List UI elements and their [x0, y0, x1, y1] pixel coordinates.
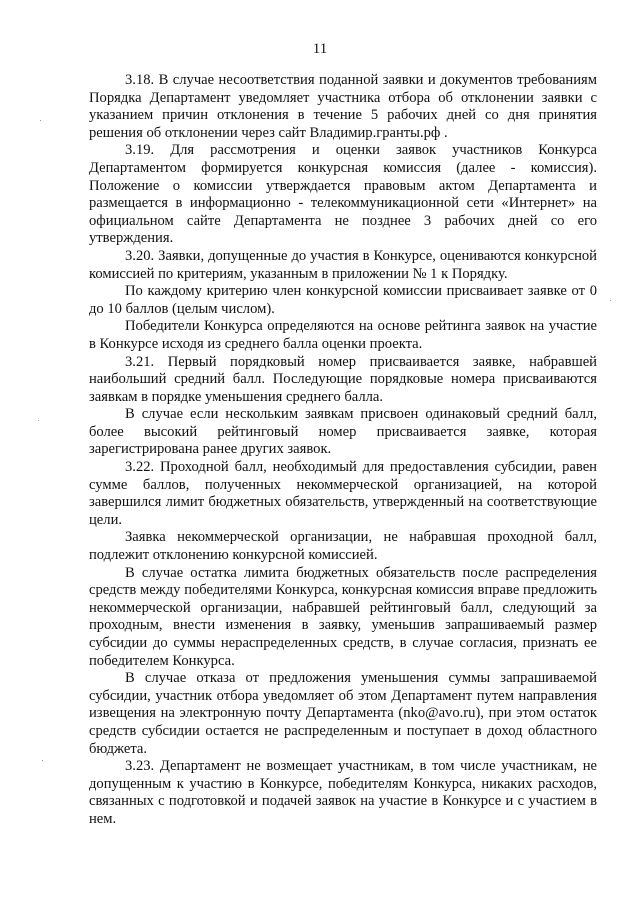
document-body [89, 72, 597, 829]
paragraph-3-20: 3.20. Заявки, допущенные до участия в Конкурсе, оцениваются конкурсной комиссией по критериям, указанным в приложении № 1 к Порядку. [89, 247, 597, 282]
page-number: 11 [312, 41, 328, 57]
paragraph-equal-score: В случае если нескольким заявкам присвоен одинаковый средний балл, более высокий рейтинговый номер присваивается заявке, которая зарегистрирована ранее других заявок. [89, 406, 597, 458]
paragraph-3-21: 3.21. Первый порядковый номер присваивается заявке, набравшей наибольший средний балл. Последующие порядковые номера присваиваются заявкам в порядке уменьшения среднего балла. [89, 353, 597, 405]
paragraph-refusal: В случае отказа от предложения уменьшения суммы запрашиваемой субсидии, участник отбора уведомляет об этом Департамент путем направления извещения на электронную почту Департамента (nko@avo.ru), при этом остаток средств субсидии остается не распределенным и поступает в доход областного бюджета. [89, 670, 597, 757]
paragraph-rejection: Заявка некоммерческой организации, не набравшая проходной балл, подлежит отклонению конкурсной комиссией. [89, 529, 597, 564]
paragraph-3-23: 3.23. Департамент не возмещает участникам, в том числе участникам, не допущенным к участию в Конкурсе, победителям Конкурса, никаких расходов, связанных с подготовкой и подачей заявок на участие в Конкурсе и с участием в нем. [89, 758, 597, 827]
paragraph-3-19: 3.19. Для рассмотрения и оценки заявок участников Конкурса Департаментом формируется конкурсная комиссия (далее - комиссия). Положение о комиссии утверждается правовым актом Департамента и размещается в информационно - телекоммуникационной сети «Интернет» на официальном сайте Департамента не позднее 3 рабочих дней со его утверждения. [89, 142, 597, 247]
scan-speck [42, 760, 43, 761]
paragraph-3-18: 3.18. В случае несоответствия поданной заявки и документов требованиям Порядка Департамент уведомляет участника отбора об отклонении заявки с указанием причин отклонения в течение 5 рабочих дней со дня принятия решения об отклонении через сайт Владимир.гранты.рф . [89, 72, 597, 141]
paragraph-criteria-scoring: По каждому критерию член конкурсной комиссии присваивает заявке от 0 до 10 баллов (целым числом). [89, 283, 597, 317]
paragraph-remaining-limit: В случае остатка лимита бюджетных обязательств после распределения средств между победителями Конкурса, конкурсная комиссия вправе предложить некоммерческой организации, набравшей рейтинговый балл, следующий за проходным, внести изменения в заявку, уменьшив запрашиваемый размер субсидии до суммы нераспределенных средств, в случае согласия, признать ее победителем Конкурса. [89, 564, 597, 669]
paragraph-winners-rating: Победители Конкурса определяются на основе рейтинга заявок на участие в Конкурсе исходя из среднего балла оценки проекта. [89, 318, 597, 352]
paragraph-3-22: 3.22. Проходной балл, необходимый для предоставления субсидии, равен сумме баллов, полученных некоммерческой организацией, на которой завершился лимит бюджетных обязательств, утвержденный на соответствующие цели. [89, 459, 597, 528]
scan-speck [40, 120, 41, 121]
scan-speck [38, 420, 39, 421]
scan-speck [610, 300, 611, 301]
